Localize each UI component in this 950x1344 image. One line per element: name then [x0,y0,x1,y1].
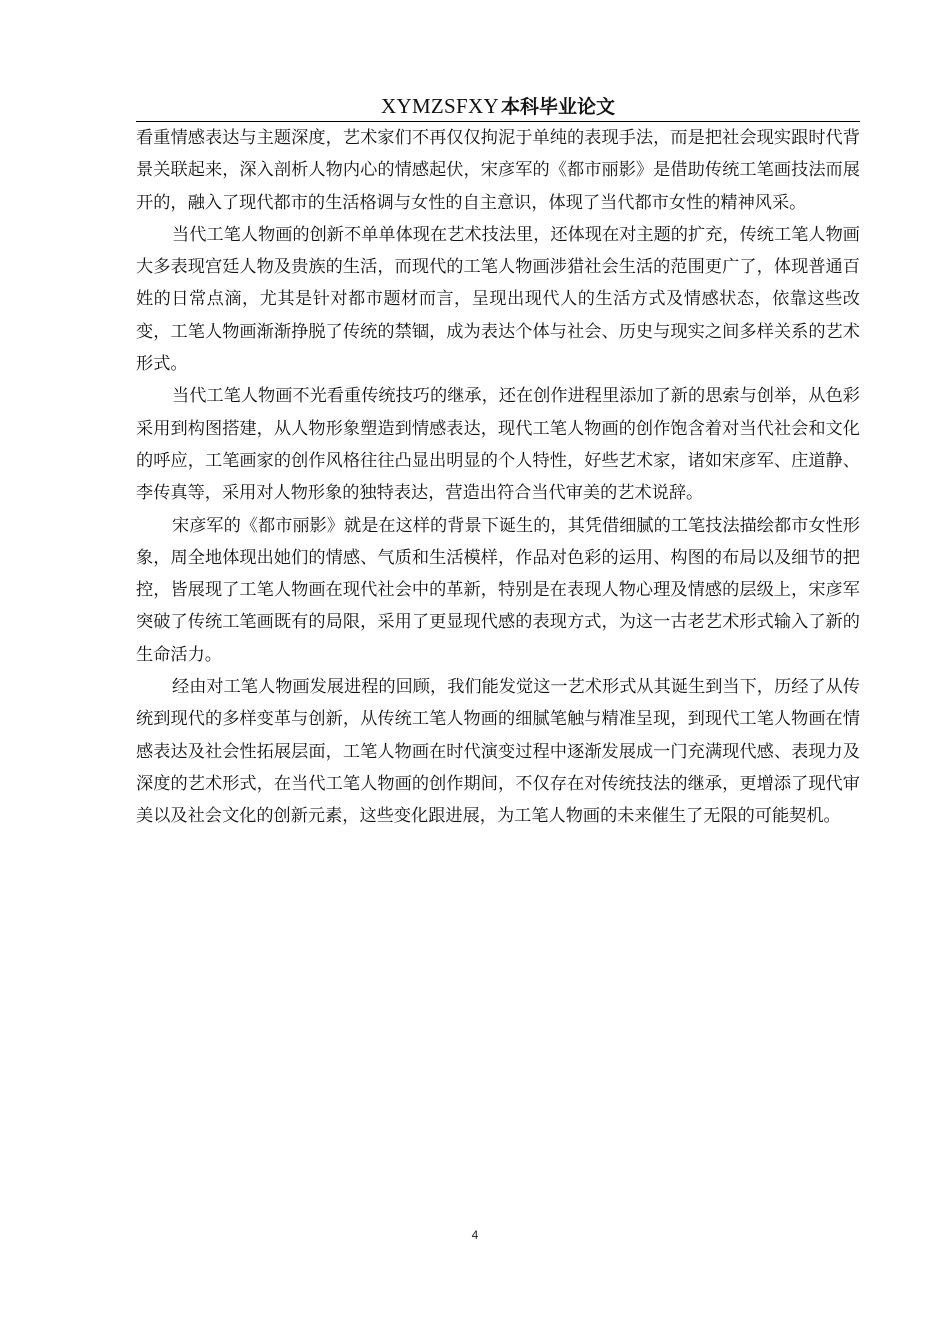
page-header [136,92,860,122]
paragraph: 当代工笔人物画的创新不单单体现在艺术技法里，还体现在对主题的扩充，传统工笔人物画大多表现宫廷人物及贵族的生活，而现代的工笔人物画涉猎社会生活的范围更广了，体现普通百姓的日常点滴，尤其是针对都市题材而言，呈现出现代人的生活方式及情感状态，依靠这些改变，工笔人物画渐渐挣脱了传统的禁锢，成为表达个体与社会、历史与现实之间多样关系的艺术形式。 [136,224,860,375]
paragraph: 当代工笔人物画不光看重传统技巧的继承，还在创作进程里添加了新的思索与创举，从色彩采用到构图搭建，从人物形象塑造到情感表达，现代工笔人物画的创作饱含着对当代社会和文化的呼应，工笔画家的创作风格往往凸显出明显的个人特性，好些艺术家，诸如宋彦军、庄道静、李传真等，采用对人物形象的独特表达，营造出符合当代审美的艺术说辞。 [136,386,860,504]
paragraph: 宋彦军的《都市丽影》就是在这样的背景下诞生的，其凭借细腻的工笔技法描绘都市女性形象，周全地体现出她们的情感、气质和生活模样，作品对色彩的运用、构图的布局以及细节的把控，皆展现了工笔人物画在现代社会中的革新，特别是在表现人物心理及情感的层级上，宋彦军突破了传统工笔画既有的局限，采用了更显现代感的表现方式，为这一古老艺术形式输入了新的生命活力。 [136,515,860,665]
body-text [136,122,860,833]
page-number: 4 [471,1228,479,1242]
header-title: 本科毕业论文 [500,96,615,118]
paragraph: 看重情感表达与主题深度，艺术家们不再仅仅拘泥于单纯的表现手法，而是把社会现实跟时代背景关联起来，深入剖析人物内心的情感起伏，宋彦军的《都市丽影》是借助传统工笔画技法而展开的，融入了现代都市的生活格调与女性的自主意识，体现了当代都市女性的精神风采。 [136,128,860,213]
header-code: XYMZSFXY [381,94,499,118]
paragraph: 经由对工笔人物画发展进程的回顾，我们能发觉这一艺术形式从其诞生到当下，历经了从传统到现代的多样变革与创新，从传统工笔人物画的细腻笔触与精准呈现，到现代工笔人物画在情感表达及社会性拓展层面，工笔人物画在时代演变过程中逐渐发展成一门充满现代感、表现力及深度的艺术形式，在当代工笔人物画的创作期间，不仅存在对传统技法的继承，更增添了现代审美以及社会文化的创新元素，这些变化跟进展，为工笔人物画的未来催生了无限的可能契机。 [136,677,860,827]
